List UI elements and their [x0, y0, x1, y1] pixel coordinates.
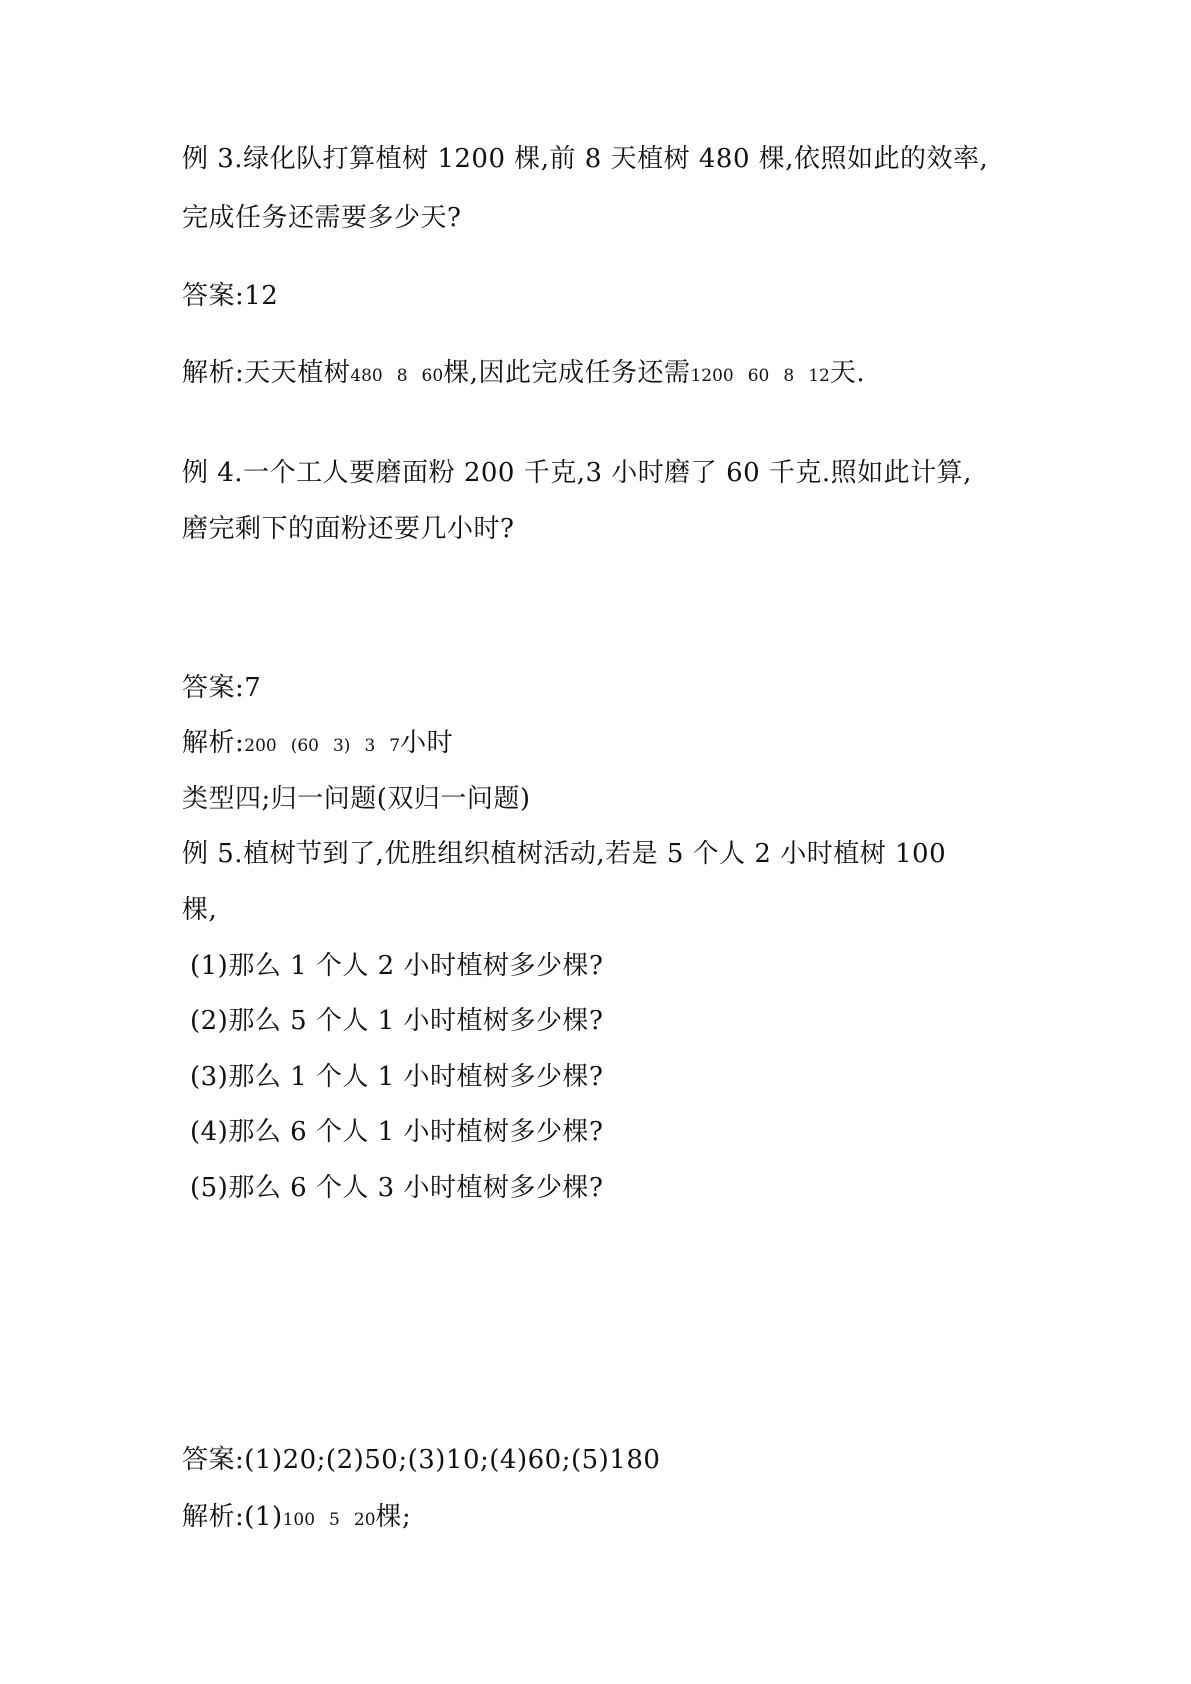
ex3-analysis: [182, 356, 865, 393]
ex3-question-line-1: 例 3.绿化队打算植树 1200 棵,前 8 天植树 480 棵,依照如此的效率,: [182, 144, 989, 174]
ex3-expr1-term: 60: [421, 366, 444, 386]
ex3-expr2-term: 1200: [690, 366, 734, 386]
ex4-question-line-1: 例 4.一个工人要磨面粉 200 千克,3 小时磨了 60 千克.照如此计算,: [182, 458, 972, 488]
ex5-answer: 答案:(1)20;(2)50;(3)10;(4)60;(5)180: [182, 1445, 661, 1475]
ex3-expr2-term: 12: [808, 366, 830, 386]
ex4-analysis-prefix: 解析:: [182, 728, 245, 758]
ex3-expr1-term: 480: [350, 366, 383, 386]
ex5-analysis: [182, 1500, 411, 1537]
ex3-analysis-suffix: 天.: [829, 358, 866, 388]
ex4-expr-term: 200: [244, 736, 277, 756]
ex5-analysis-suffix: 棵;: [375, 1502, 412, 1532]
ex5-question-line-1: 例 5.植树节到了,优胜组织植树活动,若是 5 个人 2 小时植树 100: [182, 839, 947, 869]
ex4-expr-term: (60: [290, 736, 319, 756]
ex3-expr2-term: 8: [783, 366, 795, 386]
ex5-sub-question: (2)那么 5 个人 1 小时植树多少棵?: [190, 1006, 604, 1036]
ex3-answer: 答案:12: [182, 281, 279, 311]
ex5-expr-term: 5: [329, 1510, 340, 1530]
ex5-question-line-2: 棵,: [182, 895, 218, 925]
ex4-analysis: [182, 726, 453, 763]
ex4-expr-term: 7: [389, 736, 401, 756]
ex4-answer: 答案:7: [182, 673, 262, 703]
ex3-analysis-mid: 棵,因此完成任务还需: [443, 358, 691, 388]
ex5-sub-question: (3)那么 1 个人 1 小时植树多少棵?: [190, 1062, 604, 1092]
ex4-expr-term: 3: [364, 736, 376, 756]
section-heading-type4: 类型四;归一问题(双归一问题): [182, 784, 531, 814]
ex4-question-line-2: 磨完剩下的面粉还要几小时?: [182, 514, 515, 544]
ex5-sub-question: (5)那么 6 个人 3 小时植树多少棵?: [190, 1173, 604, 1203]
ex3-analysis-prefix: 解析:天天植树: [182, 358, 351, 388]
ex5-sub-question: (1)那么 1 个人 2 小时植树多少棵?: [190, 951, 604, 981]
ex5-sub-question: (4)那么 6 个人 1 小时植树多少棵?: [190, 1117, 604, 1147]
ex5-expr-term: 20: [353, 1510, 376, 1530]
ex3-expr2-term: 60: [747, 366, 770, 386]
ex3-expr1-term: 8: [396, 366, 408, 386]
ex5-analysis-prefix: 解析:(1): [182, 1502, 283, 1532]
ex4-expr-term: 3): [332, 736, 351, 756]
ex4-analysis-suffix: 小时: [400, 728, 454, 758]
ex3-question-line-2: 完成任务还需要多少天?: [182, 203, 462, 233]
ex5-expr-term: 100: [282, 1510, 316, 1530]
